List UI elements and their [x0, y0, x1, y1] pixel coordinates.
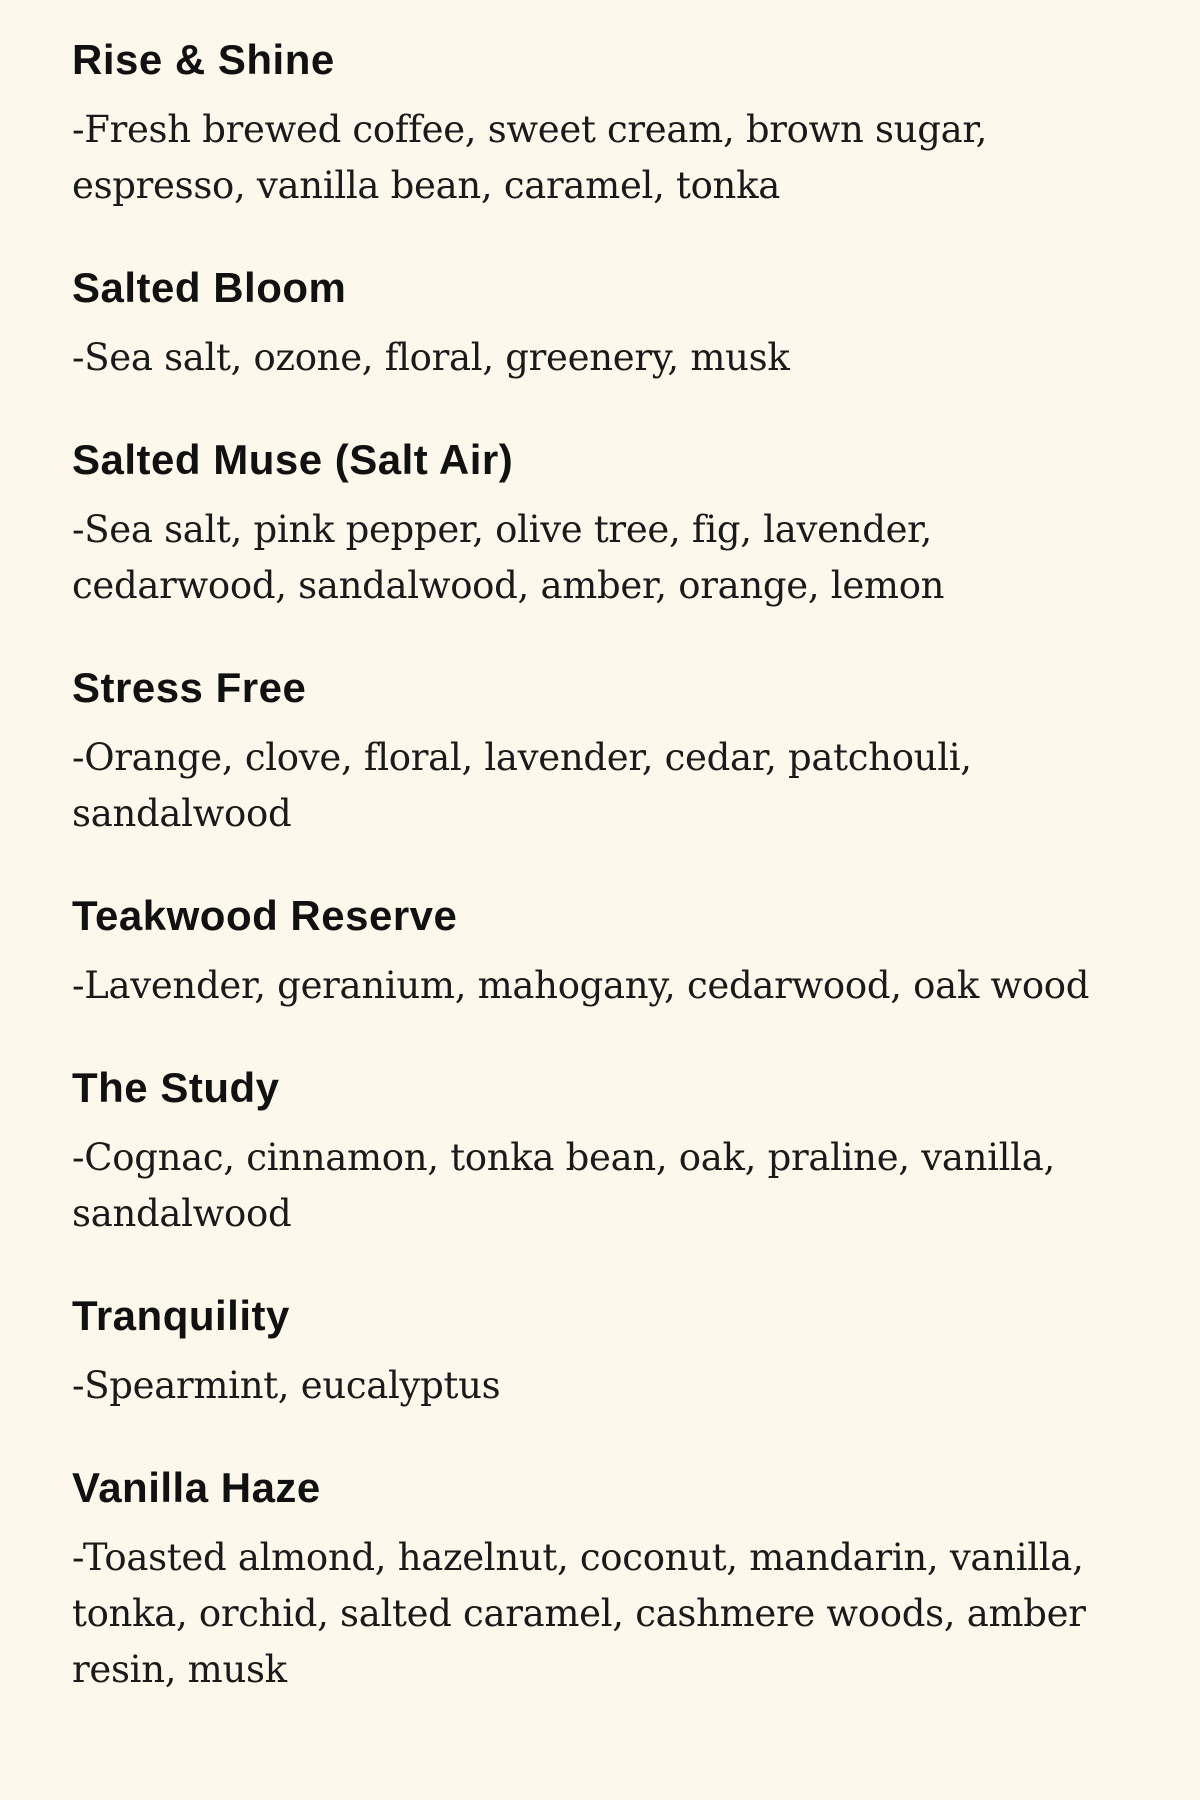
- scent-entry-tranquility: [72, 1290, 1140, 1414]
- scent-entry-salted-muse: [72, 434, 1140, 614]
- scent-name: The Study: [72, 1064, 280, 1111]
- scent-entry-vanilla-haze: [72, 1462, 1140, 1698]
- scent-entry-stress-free: [72, 662, 1140, 842]
- scent-name: Stress Free: [72, 664, 307, 711]
- scent-entry-the-study: [72, 1062, 1140, 1242]
- scent-entry-rise-and-shine: [72, 34, 1140, 214]
- scent-name: Salted Muse (Salt Air): [72, 436, 514, 483]
- scent-name: Teakwood Reserve: [72, 892, 458, 939]
- scent-notes: -Orange, clove, floral, lavender, cedar, patchouli, sandalwood: [72, 736, 972, 835]
- scent-notes: -Cognac, cinnamon, tonka bean, oak, praline, vanilla, sandalwood: [72, 1136, 1055, 1235]
- scent-entry-salted-bloom: [72, 262, 1140, 386]
- scent-name: Vanilla Haze: [72, 1464, 321, 1511]
- scent-notes: -Lavender, geranium, mahogany, cedarwood, oak wood: [72, 964, 1090, 1007]
- scent-notes: -Sea salt, ozone, floral, greenery, musk: [72, 336, 790, 379]
- scent-name: Rise & Shine: [72, 36, 335, 83]
- scent-notes: -Spearmint, eucalyptus: [72, 1364, 501, 1407]
- scent-notes: -Toasted almond, hazelnut, coconut, mandarin, vanilla, tonka, orchid, salted caramel, cashmere woods, amber resin, musk: [72, 1536, 1086, 1691]
- scent-notes: -Fresh brewed coffee, sweet cream, brown sugar, espresso, vanilla bean, caramel, tonka: [72, 108, 988, 207]
- scent-name: Salted Bloom: [72, 264, 347, 311]
- scent-name: Tranquility: [72, 1292, 290, 1339]
- scent-entry-teakwood-reserve: [72, 890, 1140, 1014]
- scent-notes: -Sea salt, pink pepper, olive tree, fig, lavender, cedarwood, sandalwood, amber, orange, lemon: [72, 508, 945, 607]
